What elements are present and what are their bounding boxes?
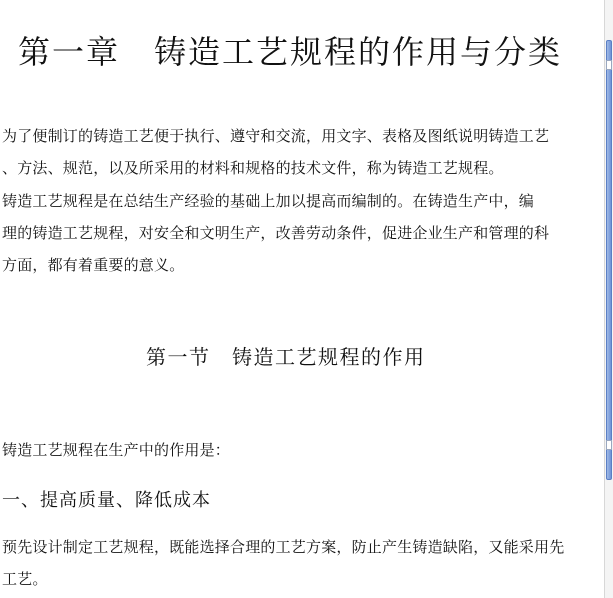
vertical-scrollbar[interactable]: [604, 0, 613, 598]
intro-line-1: 为了便制订的铸造工艺便于执行、遵守和交流，用文字、表格及图纸说明铸造工艺: [2, 127, 550, 145]
body-line-1: 预先设计制定工艺规程，既能选择合理的工艺方案，防止产生铸造缺陷，又能采用先: [2, 538, 565, 556]
section-intro: 铸造工艺规程在生产中的作用是：: [2, 441, 231, 459]
scrollbar-grip-bottom: [606, 440, 612, 450]
intro-line-5: 方面，都有着重要的意义。: [2, 256, 185, 274]
intro-line-2: 、方法、规范，以及所采用的材料和规格的技术文件，称为铸造工艺规程。: [2, 159, 504, 177]
intro-line-3: 铸造工艺规程是在总结生产经验的基础上加以提高而编制的。在铸造生产中，编: [2, 192, 535, 210]
section-title: 第一节 铸造工艺规程的作用: [146, 345, 426, 369]
chapter-title: 第一章 铸造工艺规程的作用与分类: [18, 33, 563, 71]
subheading: 一、提高质量、降低成本: [2, 490, 211, 511]
intro-line-4: 理的铸造工艺规程，对安全和文明生产，改善劳动条件，促进企业生产和管理的科: [2, 224, 550, 242]
scrollbar-grip-top: [606, 60, 612, 70]
scrollbar-thumb[interactable]: [606, 40, 612, 480]
body-line-2: 工艺。: [2, 570, 48, 588]
